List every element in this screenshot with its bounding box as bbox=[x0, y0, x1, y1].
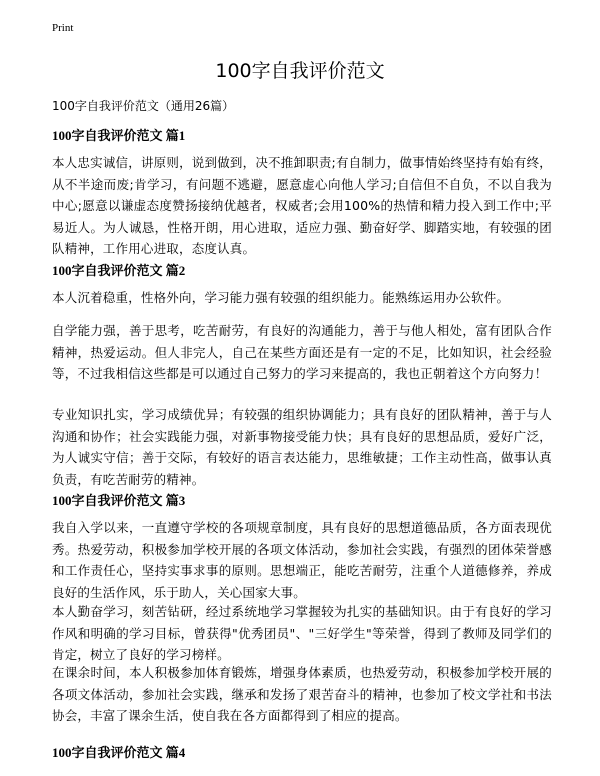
paragraph: 专业知识扎实，学习成绩优异；有较强的组织协调能力；具有良好的团队精神，善于与人沟通和协作；社会实践能力强，对新事物接受能力快；具有良好的思想品质，爱好广泛，为人诚实守信；善于交际，有较好的语言表达能力，思维敏捷；工作主动性高，做事认真负责，有吃苦耐劳的精神。 bbox=[52, 407, 552, 487]
section-heading: 100字自我评价范文 篇4 bbox=[52, 745, 186, 760]
paragraph: 本人沉着稳重，性格外向，学习能力强有较强的组织能力。能熟练运用办公软件。 bbox=[52, 290, 510, 305]
paragraph: 我自入学以来，一直遵守学校的各项规章制度，具有良好的思想道德品质，各方面表现优秀。热爱劳动，积极参加学校开展的各项文体活动，参加社会实践，有强烈的团体荣誉感和工作责任心，坚持实事求事的原则。思想端正，能吃苦耐劳，注重个人道德修养，养成良好的生活作风，乐于助人，关心国家大事。 bbox=[52, 520, 552, 600]
paragraph: 本人勤奋学习，刻苦钻研，经过系统地学习掌握较为扎实的基础知识。由于有良好的学习作风和明确的学习目标，曾获得"优秀团员"、"三好学生"等荣誉，得到了教师及同学们的肯定，树立了良好的学习榜样。 bbox=[52, 604, 552, 663]
paragraph: 自学能力强，善于思考，吃苦耐劳，有良好的沟通能力，善于与他人相处，富有团队合作精神，热爱运动。但人非完人，自己在某些方面还是有一定的不足，比如知识，社会经验等，不过我相信这些都是可以通过自己努力的学习来提高的，我也正朝着这个方向努力！ bbox=[52, 323, 552, 382]
page-title: 100字自我评价范文 bbox=[215, 60, 385, 82]
paragraph: 在课余时间，本人积极参加体育锻炼，增强身体素质，也热爱劳动，积极参加学校开展的各项文体活动，参加社会实践，继承和发扬了艰苦奋斗的精神，也参加了校文学社和书法协会，丰富了课余生活，使自我在各方面都得到了相应的提高。 bbox=[52, 665, 552, 724]
section-heading: 100字自我评价范文 篇3 bbox=[52, 493, 186, 508]
paragraph: 本人忠实诚信，讲原则，说到做到，决不推卸职责;有自制力，做事情始终坚持有始有终，从不半途而废;肯学习，有问题不逃避，愿意虚心向他人学习;自信但不自负，不以自我为中心;愿意以谦虚态度赞扬接纳优越者，权威者;会用100%的热情和精力投入到工作中;平易近人。为人诚恳，性格开朗，用心进取，适应力强、勤奋好学、脚踏实地，有较强的团队精神，工作用心进取，态度认真。 bbox=[52, 155, 552, 257]
section-heading: 100字自我评价范文 篇2 bbox=[52, 263, 186, 278]
section-heading: 100字自我评价范文 篇1 bbox=[52, 128, 186, 143]
document-subtitle: 100字自我评价范文（通用26篇） bbox=[52, 99, 235, 113]
print-label: Print bbox=[52, 22, 74, 34]
